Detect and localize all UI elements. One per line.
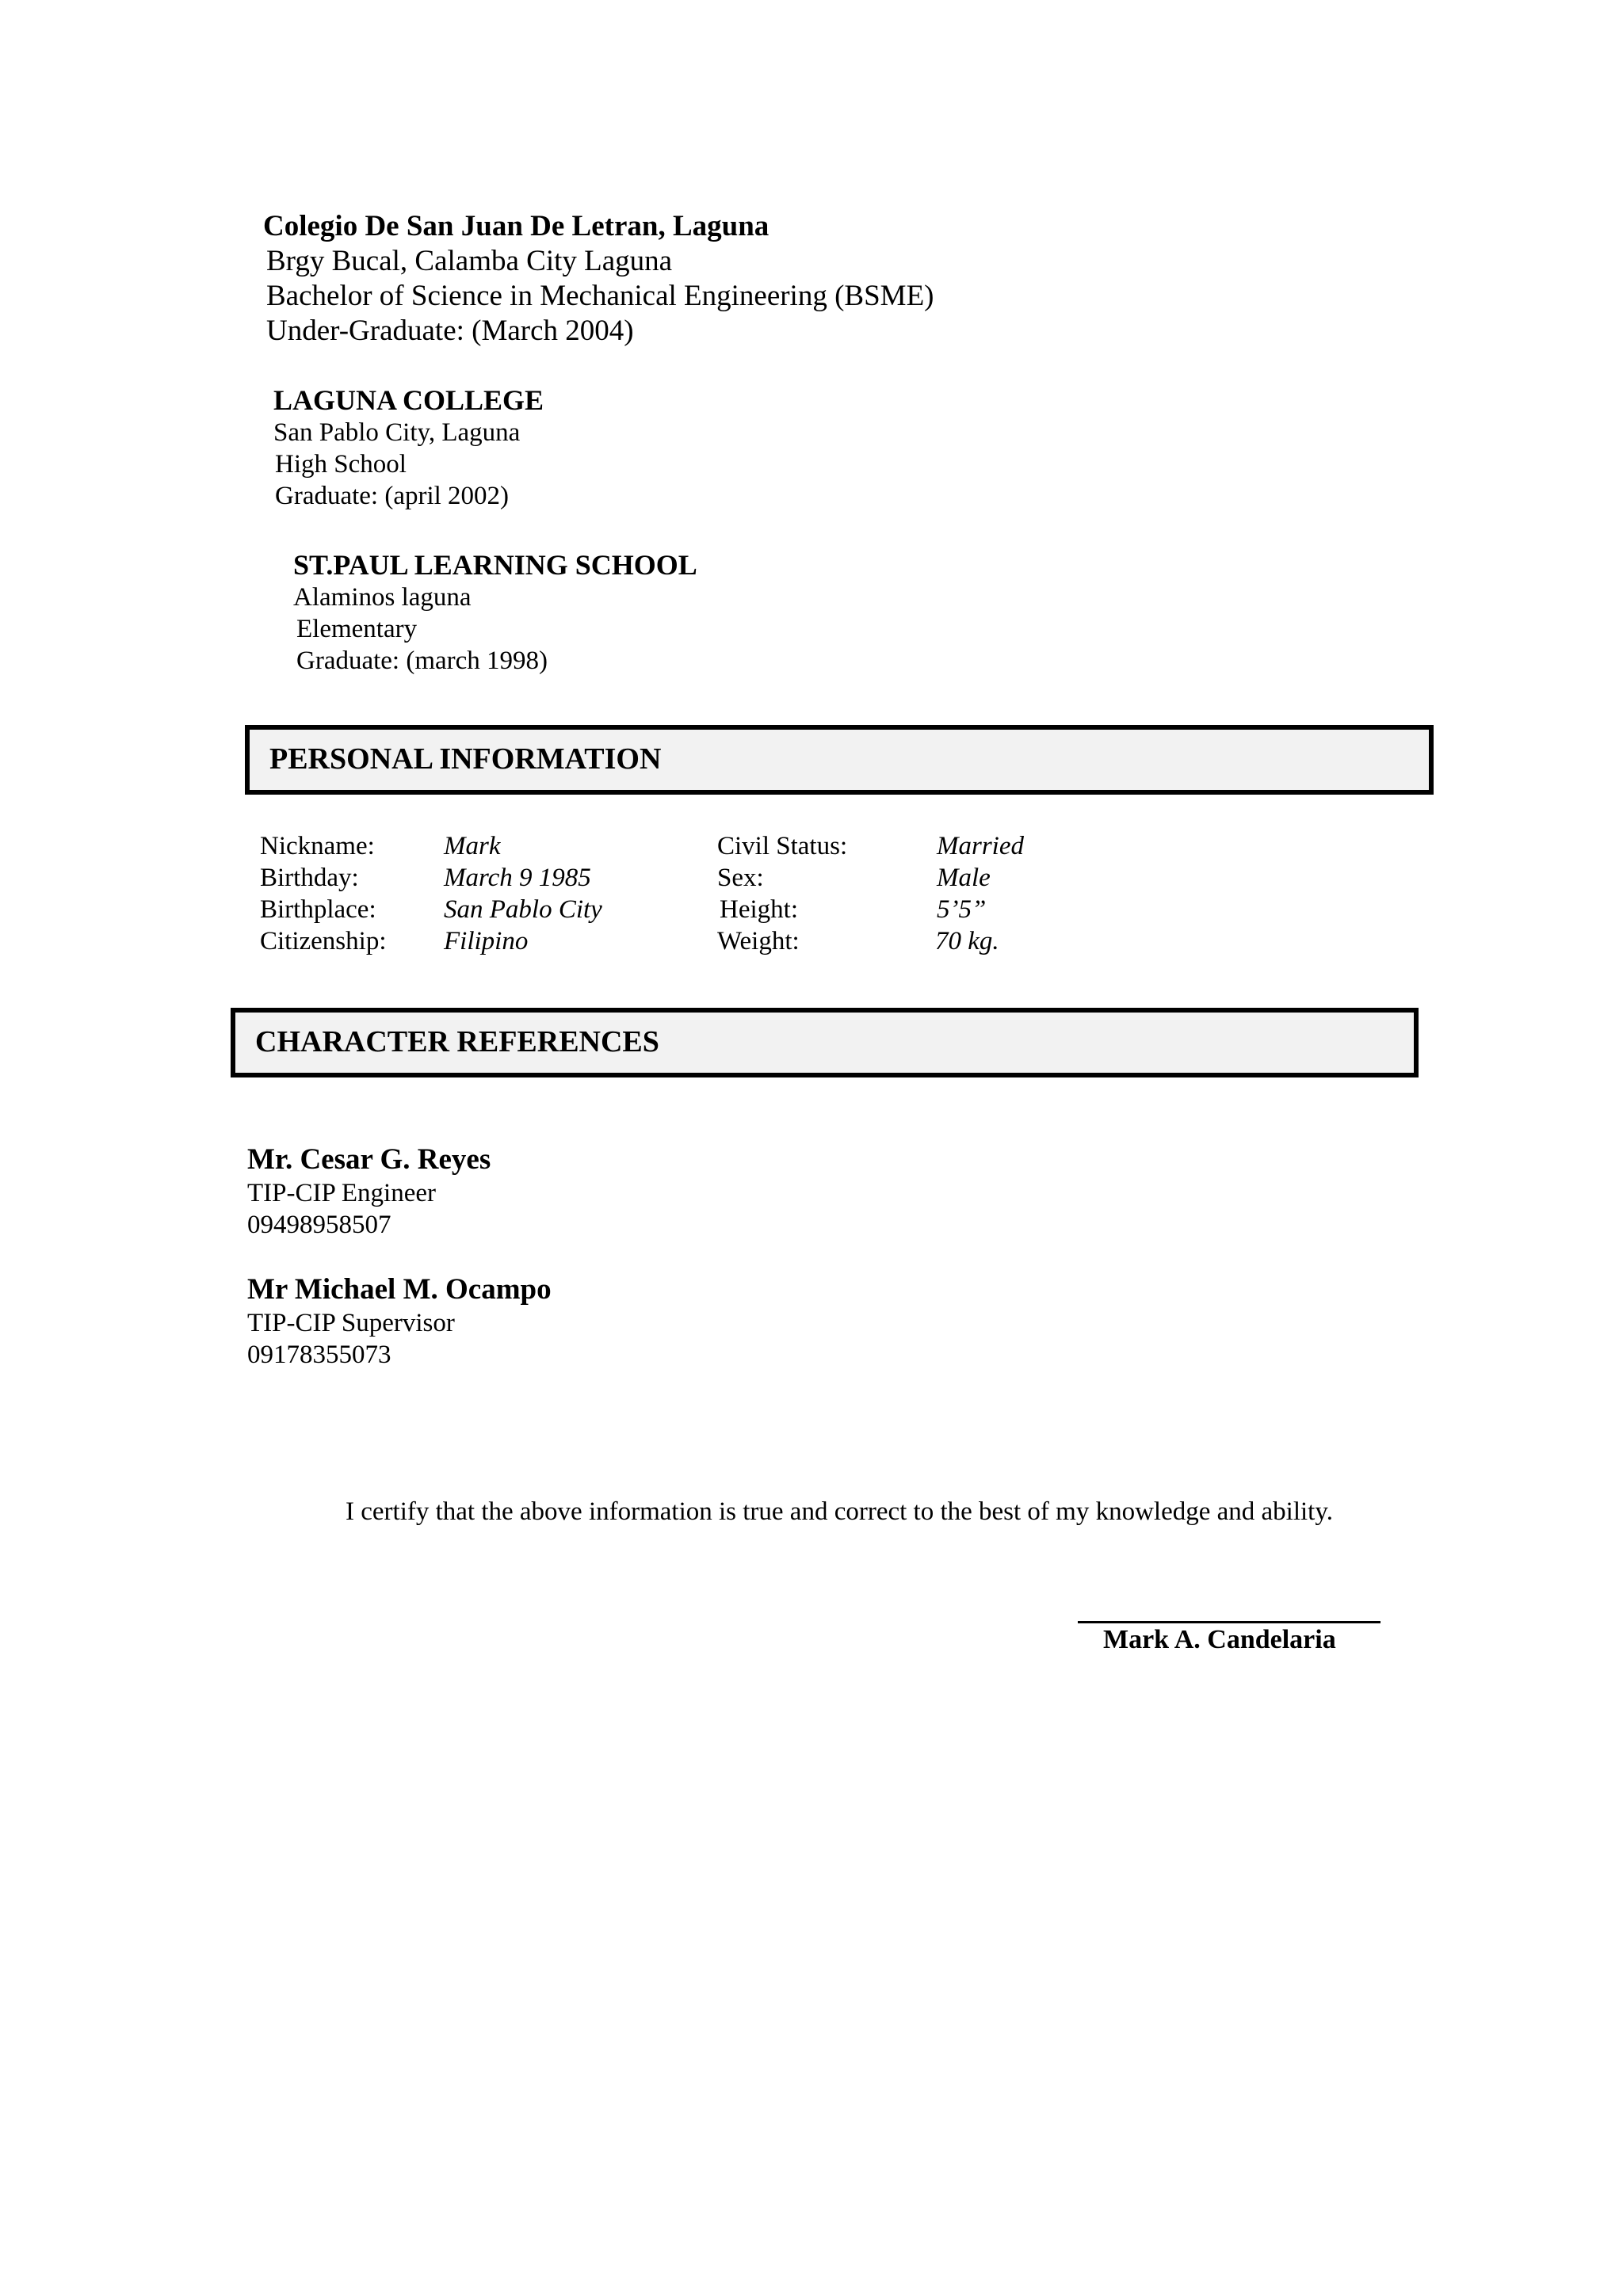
references-heading: CHARACTER REFERENCES bbox=[255, 1025, 659, 1058]
education-entry-elementary bbox=[293, 548, 697, 677]
school-name: LAGUNA COLLEGE bbox=[273, 384, 544, 416]
label-height: Height: bbox=[720, 895, 798, 924]
label-civil-status: Civil Status: bbox=[717, 832, 848, 860]
reference-entry bbox=[247, 1272, 552, 1371]
reference-name: Mr Michael M. Ocampo bbox=[247, 1273, 552, 1306]
reference-name: Mr. Cesar G. Reyes bbox=[247, 1143, 491, 1176]
reference-position: TIP-CIP Supervisor bbox=[247, 1309, 455, 1337]
school-name: Colegio De San Juan De Letran, Laguna bbox=[263, 210, 769, 242]
label-weight: Weight: bbox=[717, 927, 800, 955]
value-birthday: March 9 1985 bbox=[444, 864, 591, 892]
value-nickname: Mark bbox=[444, 832, 501, 860]
reference-phone: 09178355073 bbox=[247, 1341, 391, 1369]
value-weight: 70 kg. bbox=[935, 927, 999, 955]
school-address: San Pablo City, Laguna bbox=[273, 418, 521, 447]
label-nickname: Nickname: bbox=[260, 832, 375, 860]
signature-line bbox=[1078, 1621, 1381, 1623]
school-level: Elementary bbox=[296, 615, 418, 643]
reference-entry bbox=[247, 1142, 491, 1241]
school-status: Under-Graduate: (March 2004) bbox=[266, 315, 634, 347]
label-birthday: Birthday: bbox=[260, 864, 359, 892]
signatory-name: Mark A. Candelaria bbox=[1103, 1625, 1336, 1654]
school-address: Brgy Bucal, Calamba City Laguna bbox=[266, 245, 673, 277]
label-birthplace: Birthplace: bbox=[260, 895, 376, 924]
personal-info-heading: PERSONAL INFORMATION bbox=[269, 742, 662, 776]
school-level: High School bbox=[275, 450, 407, 479]
value-civil-status: Married bbox=[937, 832, 1024, 860]
school-level: Bachelor of Science in Mechanical Engineering (BSME) bbox=[266, 280, 934, 312]
value-height: 5’5” bbox=[937, 895, 987, 924]
label-citizenship: Citizenship: bbox=[260, 927, 387, 955]
value-sex: Male bbox=[937, 864, 991, 892]
education-entry-college bbox=[263, 209, 934, 349]
school-status: Graduate: (april 2002) bbox=[275, 482, 510, 510]
education-entry-high-school bbox=[273, 383, 544, 512]
reference-phone: 09498958507 bbox=[247, 1211, 391, 1239]
value-birthplace: San Pablo City bbox=[444, 895, 602, 924]
school-status: Graduate: (march 1998) bbox=[296, 646, 548, 675]
certification-statement: I certify that the above information is true and correct to the best of my knowledge and ability. bbox=[346, 1497, 1333, 1526]
school-name: ST.PAUL LEARNING SCHOOL bbox=[293, 549, 697, 581]
reference-position: TIP-CIP Engineer bbox=[247, 1179, 436, 1207]
value-citizenship: Filipino bbox=[444, 927, 529, 955]
school-address: Alaminos laguna bbox=[293, 583, 472, 612]
label-sex: Sex: bbox=[717, 864, 764, 892]
